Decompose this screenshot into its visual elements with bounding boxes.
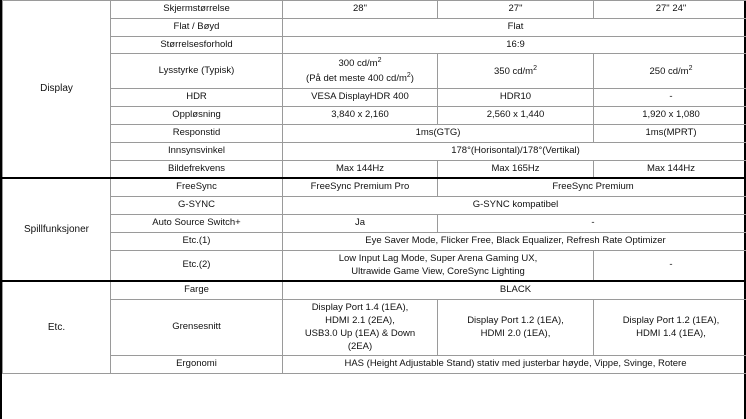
feature-cell: Flat / Bøyd [111, 18, 283, 36]
value-cell: FreeSync Premium Pro [283, 178, 438, 196]
value-cell: - [594, 89, 746, 107]
value-cell: - [594, 250, 746, 281]
feature-cell: Auto Source Switch+ [111, 215, 283, 233]
table-row [3, 18, 746, 36]
value-cell: BLACK [283, 281, 746, 299]
value-line: Low Input Lag Mode, Super Arena Gaming UX, [338, 252, 538, 264]
table-row [3, 89, 746, 107]
value-line: USB3.0 Up (1EA) & Down [304, 327, 416, 339]
value-line: HDMI 2.0 (1EA), [480, 327, 551, 339]
feature-cell: Størrelsesforhold [111, 36, 283, 54]
value-cell: 1,920 x 1,080 [594, 107, 746, 125]
value-cell: 16:9 [283, 36, 746, 54]
value-cell: 1ms(GTG) [283, 125, 594, 143]
group-cell: Display [3, 1, 111, 179]
feature-cell: Etc.(2) [111, 250, 283, 281]
superscript: 2 [688, 64, 693, 72]
table-row [3, 107, 746, 125]
feature-cell: Etc.(1) [111, 232, 283, 250]
value-cell: 27" [438, 1, 594, 19]
value-cell: G-SYNC kompatibel [283, 197, 746, 215]
value-line: 300 $cd/m^2$ [338, 57, 382, 70]
feature-cell: Responstid [111, 125, 283, 143]
table-row [3, 356, 746, 374]
table-row [3, 142, 746, 160]
group-cell: Spillfunksjoner [3, 178, 111, 281]
table-row [3, 215, 746, 233]
superscript: 2 [377, 57, 382, 65]
table-row [3, 232, 746, 250]
feature-cell: FreeSync [111, 178, 283, 196]
value-cell: HDR10 [438, 89, 594, 107]
value-cell: Ja [283, 215, 438, 233]
value-line: Display Port 1.2 (1EA), [467, 314, 564, 326]
value-cell: 27" 24" [594, 1, 746, 19]
value-line: HDMI 1.4 (1EA), [636, 327, 706, 339]
table-row [3, 197, 746, 215]
value-cell: 3,840 x 2,160 [283, 107, 438, 125]
feature-cell: Farge [111, 281, 283, 299]
value-line: (2EA) [347, 340, 373, 352]
value-cell: Max 144Hz [594, 160, 746, 178]
value-cell: Flat [283, 18, 746, 36]
feature-cell: Skjermstørrelse [111, 1, 283, 19]
value-cell [594, 300, 746, 356]
feature-cell: Lysstyrke (Typisk) [111, 54, 283, 89]
value-line: HDMI 2.1 (2EA), [325, 314, 395, 326]
value-line: Display Port 1.2 (1EA), [622, 314, 720, 326]
feature-cell: Grensesnitt [111, 300, 283, 356]
value-cell: FreeSync Premium [438, 178, 746, 196]
value-cell: Max 144Hz [283, 160, 438, 178]
table-row [3, 178, 746, 196]
value-cell [283, 54, 438, 89]
table-row [3, 160, 746, 178]
feature-cell: Oppløsning [111, 107, 283, 125]
table-row [3, 1, 746, 19]
group-cell: Etc. [3, 281, 111, 373]
table-row [3, 125, 746, 143]
table-row [3, 281, 746, 299]
value-cell: Eye Saver Mode, Flicker Free, Black Equalizer, Refresh Rate Optimizer [283, 232, 746, 250]
feature-cell: Ergonomi [111, 356, 283, 374]
value-cell: 178°(Horisontal)/178°(Vertikal) [283, 142, 746, 160]
value-cell: VESA DisplayHDR 400 [283, 89, 438, 107]
feature-cell: Innsynsvinkel [111, 142, 283, 160]
table-row [3, 36, 746, 54]
value-cell: 2,560 x 1,440 [438, 107, 594, 125]
value-cell [283, 250, 594, 281]
value-cell: 28" [283, 1, 438, 19]
value-line: Ultrawide Game View, CoreSync Lighting [351, 265, 525, 277]
value-line: Display Port 1.4 (1EA), [311, 302, 409, 314]
feature-cell: G-SYNC [111, 197, 283, 215]
superscript: 2 [533, 64, 537, 72]
feature-cell: Bildefrekvens [111, 160, 283, 178]
value-cell: 350 $cd/m^2$ [438, 54, 594, 89]
value-cell: - [438, 215, 746, 233]
value-cell: Max 165Hz [438, 160, 594, 178]
value-cell: 1ms(MPRT) [594, 125, 746, 143]
table-body [3, 1, 746, 374]
value-cell: 250 $cd/m^2$ [594, 54, 746, 89]
superscript: 2 [406, 72, 411, 80]
table-row [3, 300, 746, 356]
specification-table [2, 0, 746, 374]
value-cell [283, 300, 438, 356]
table-row [3, 250, 746, 281]
table-row [3, 54, 746, 89]
value-cell: HAS (Height Adjustable Stand) stativ med justerbar høyde, Vippe, Svinge, Rotere [283, 356, 746, 374]
value-cell [438, 300, 594, 356]
value-line: (På det meste 400 $cd/m^2$) [306, 72, 414, 85]
feature-cell: HDR [111, 89, 283, 107]
